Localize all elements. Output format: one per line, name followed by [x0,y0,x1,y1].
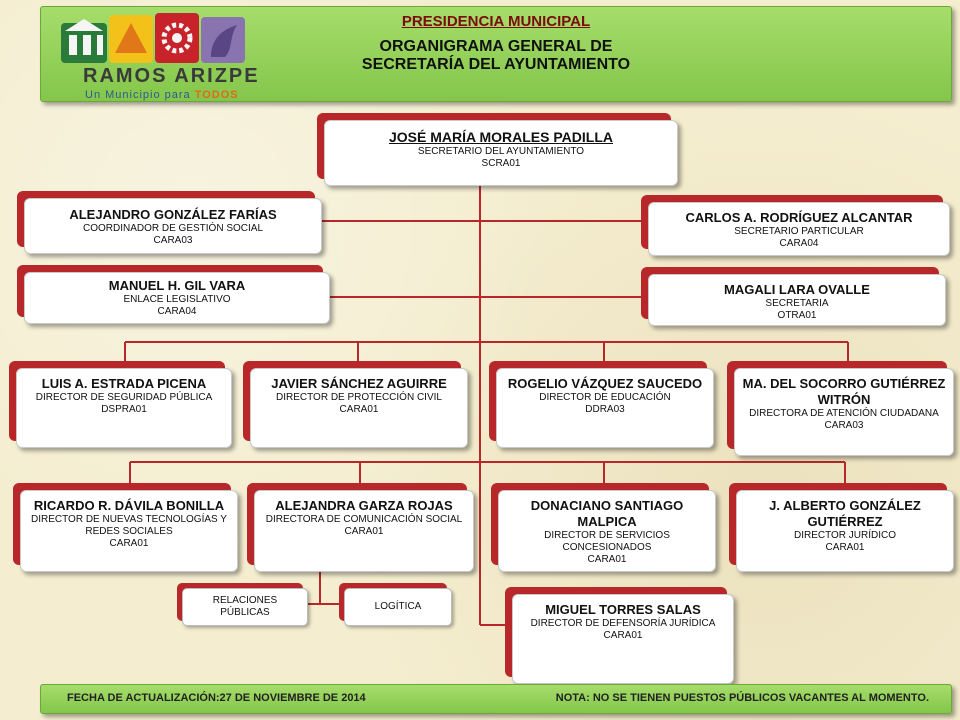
box-name: MIGUEL TORRES SALAS [545,602,701,617]
box-name: JAVIER SÁNCHEZ AGUIRRE [271,376,447,391]
box-code: DDRA03 [585,404,625,415]
box-position: ENLACE LEGISLATIVO [123,294,231,305]
box-code: CARA03 [153,235,193,246]
update-date: FECHA DE ACTUALIZACIÓN:27 DE NOVIEMBRE DE 2014 [67,692,366,704]
org-sub-relaciones-publicas [182,588,308,626]
box-name: ALEJANDRA GARZA ROJAS [275,498,453,513]
org-box-staff-left-1 [24,198,322,254]
box-name: RICARDO R. DÁVILA BONILLA [33,498,225,513]
box-name: LUIS A. ESTRADA PICENA [41,376,207,391]
box-position: DIRECTOR JURÍDICO [793,530,897,541]
box-name: ALEJANDRO GONZÁLEZ FARÍAS [69,207,277,222]
sub-unit-label: LOGÍTICA [374,601,422,612]
page-subtitle-line2: SECRETARÍA DEL AYUNTAMIENTO [361,56,631,73]
box-code: CARA01 [109,538,149,549]
box-position: DIRECTOR DE SERVICIOS CONCESIONADOS [544,530,670,553]
box-name: ROGELIO VÁZQUEZ SAUCEDO [507,376,703,391]
org-box-director-row2-1 [20,490,238,572]
sub-unit-label: RELACIONES PÚBLICAS [212,595,278,618]
box-position: DIRECTOR DE NUEVAS TECNOLOGÍAS Y REDES SOCIALES [31,514,227,537]
box-name: MA. DEL SOCORRO GUTIÉRREZ WITRÓN [742,376,946,407]
footer-banner [40,684,952,714]
box-name: DONACIANO SANTIAGO MALPICA [530,498,684,529]
box-position: COORDINADOR DE GESTIÓN SOCIAL [82,223,264,234]
org-box-director-row1-1 [16,368,232,448]
box-position: DIRECTORA DE ATENCIÓN CIUDADANA [749,408,939,419]
logo-tagline: Un Municipio para TODOS [85,89,239,101]
box-code: OTRA01 [777,310,817,321]
box-code: CARA01 [339,404,379,415]
box-position: DIRECTORA DE COMUNICACIÓN SOCIAL [265,514,463,525]
box-name: JOSÉ MARÍA MORALES PADILLA [388,129,613,145]
page-title: PRESIDENCIA MUNICIPAL [401,13,591,30]
box-name: MAGALI LARA OVALLE [724,282,870,297]
box-name: J. ALBERTO GONZÁLEZ GUTIÉRREZ [769,498,921,529]
page-subtitle-line1: ORGANIGRAMA GENERAL DE [379,38,613,55]
org-box-director-row2-2 [254,490,474,572]
org-box-secretario [324,120,678,186]
org-box-director-row1-4 [734,368,954,456]
box-code: SCRA01 [481,158,521,169]
box-position: DIRECTOR DE PROTECCIÓN CIVIL [276,392,442,403]
box-code: CARA01 [603,630,643,641]
org-box-director-row1-2 [250,368,468,448]
org-box-director-row2-3 [498,490,716,572]
box-name: MANUEL H. GIL VARA [108,278,246,293]
box-code: CARA04 [157,306,197,317]
org-box-director-row2-4 [736,490,954,572]
box-position: SECRETARIO PARTICULAR [734,226,864,237]
box-position: SECRETARIA [765,298,829,309]
logo-text: RAMOS ARIZPE [83,65,260,87]
title-block [41,13,951,74]
org-box-staff-right-2 [648,274,946,326]
box-code: CARA04 [779,238,819,249]
box-position: DIRECTOR DE SEGURIDAD PÚBLICA [35,392,213,403]
vacancy-note: NOTA: NO SE TIENEN PUESTOS PÚBLICOS VACANTES AL MOMENTO. [555,692,929,704]
org-box-director-row1-3 [496,368,714,448]
box-name: CARLOS A. RODRÍGUEZ ALCANTAR [685,210,913,225]
box-code: CARA01 [587,554,627,565]
box-position: SECRETARIO DEL AYUNTAMIENTO [417,146,585,157]
box-position: DIRECTOR DE DEFENSORÍA JURÍDICA [530,618,716,629]
box-code: DSPRA01 [101,404,147,415]
org-box-director-row3-1 [512,594,734,684]
org-sub-logistica [344,588,452,626]
org-box-staff-left-2 [24,272,330,324]
box-code: CARA01 [344,526,384,537]
box-code: CARA01 [825,542,865,553]
box-code: CARA03 [824,420,864,431]
org-box-staff-right-1 [648,202,950,256]
header-banner [40,6,952,102]
box-position: DIRECTOR DE EDUCACIÓN [539,392,671,403]
